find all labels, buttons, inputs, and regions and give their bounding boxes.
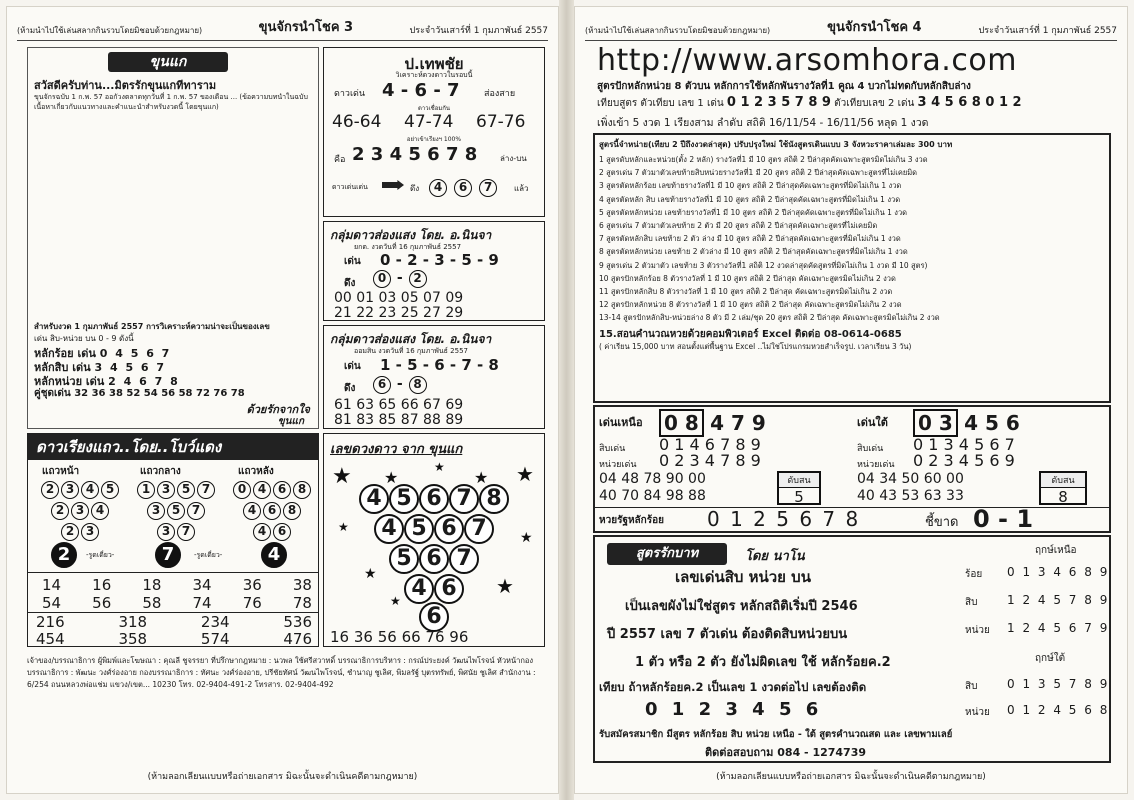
big-circle-digit: 6	[434, 574, 464, 604]
boxed-digits: 0 8	[659, 409, 704, 437]
ninja-title: กลุ่มดาวส่องแสง โดย. อ.นินจา	[330, 228, 492, 242]
formula-list	[599, 153, 940, 325]
analysis-sub: เด่น สิบ-หน่วย บน 0 - 9 ดังนี้	[34, 334, 134, 343]
row-nums: 0 4 5 6 7	[99, 347, 172, 360]
circle-digit: 8	[409, 376, 427, 394]
big-circle-middle	[154, 542, 182, 568]
circle-digit: 8	[283, 502, 301, 520]
row-digits: 2 3 4 5 6 7 8	[352, 144, 478, 165]
ninja-sub: ยกต. งวดวันที่ 16 กุมภาพันธ์ 2557	[354, 243, 462, 251]
ninja-box-2	[323, 325, 545, 429]
lekdao-title: เลขดวงดาว จาก ขุนแก	[330, 442, 463, 457]
list-item: 6 สูตรเด่น 7 ตัวมาตัวเลขท้าย 2 ตัว มี 20 สูตร สถิติ 2 ปีล่าสุดคัดเฉพาะสูตรที่ไม่เคยมิด	[599, 221, 878, 231]
north-cut-box	[777, 471, 821, 505]
circle-digit: 8	[293, 481, 311, 499]
big-circle-digit: 6	[419, 544, 449, 574]
rakbat-line-3: ปี 2557 เลข 7 ตัวเด่น ต้องติดสิบหน่วยบน	[607, 627, 848, 642]
list-item: 13-14 สูตรปักหลักสิบ-หน่วยล่าง 8 ตัว มี 2 เล่ม/ชุด 20 สูตร สถิติ 2 ปีล่าสุด คัดเฉพาะสูตรมิดไม่เกิน 2 งวด	[599, 313, 940, 323]
circle-digit: 0	[373, 270, 391, 288]
formula-rakbat-box	[593, 535, 1111, 763]
right-footer: (ห้ามลอกเลียนแบบหรือถ่ายเอกสาร มิฉะนั้นจะดำเนินคดีตามกฎหมาย)	[716, 772, 986, 782]
formula-line-1: สูตรปักหลักหน่วย 8 ตัวบน หลักการใช้หลักพันรางวัลที่1 คูณ 4 บวกไม่ทดกับหลักสิบล่าง	[597, 81, 971, 92]
ninja-box-1	[323, 221, 545, 321]
head-middle: แถวกลาง	[140, 466, 181, 477]
star-icon: ★	[496, 574, 514, 598]
excel-sub: ( ค่าเรียน 15,000 บาท สอนตั้งแต่พื้นฐาน Excel ..ไม่ใช่โปรแกรมหวยสำเร็จรูป. เวลาเรียน 3 วัน)	[599, 342, 912, 351]
rakbat-line-2: เป็นเลขผังไม่ใช่สูตร หลักสถิติเริ่มปี 2546	[625, 599, 858, 614]
pair-value: 58	[142, 594, 162, 612]
pairs-row	[34, 386, 245, 401]
line-label: เทียบสูตร ตัวเทียบ เลข 1 เด่น	[597, 98, 724, 109]
big-circle-front	[50, 542, 78, 568]
pair-value: 14	[42, 576, 62, 594]
circle-digit: 3	[81, 523, 99, 541]
list-item: 5 สูตรตัดหลักหน่วย เลขท้ายรางวัลที่1 มี 10 สูตร สถิติ 2 ปีล่าสุดคัดเฉพาะสูตรที่มิดไม่เกิน 1 งวด	[599, 207, 908, 217]
row-prefix: เด่น	[77, 347, 96, 360]
rakbat-logo: สูตรรักบาท	[607, 543, 727, 565]
circle-digit: 7	[187, 502, 205, 520]
list-item: 7 สูตรตัดหลักสิบ เลขท้าย 2 ตัว ล่าง มี 10 สูตร สถิติ 2 ปีล่าสุดคัดเฉพาะสูตรที่มิดไม่เกิน 1 งวด	[599, 234, 901, 244]
circle-digit: 4	[81, 481, 99, 499]
circle-digit: 7	[177, 523, 195, 541]
circle-digit: 3	[147, 502, 165, 520]
lead-digits: 4 5 6	[964, 411, 1020, 435]
left-header-note: (ห้ามนำไปใช้เล่นสลากกินรวบโดยมิชอบด้วยกฎหมาย)	[17, 26, 203, 35]
lead-label: ดาวเด่น	[334, 89, 366, 99]
circle-digit: 0	[233, 481, 251, 499]
north-lead	[659, 409, 766, 437]
south-label: เด่นใต้	[857, 416, 888, 429]
pair-2: 47-74	[404, 112, 454, 132]
lead-label: เด่น	[344, 361, 361, 372]
star-icon: ★	[384, 468, 399, 487]
pointing-hand-icon	[382, 180, 404, 190]
list-item: 2 สูตรเด่น 7 ตัวมาตัวเลขท้ายสิบหน่วยรางวัลที่1 มี 20 สูตร สถิติ 2 ปีล่าสุดคัดเฉพาะสูตรที่ไม่เคยมิด	[599, 168, 918, 178]
row-label: หลักหน่วย	[34, 375, 83, 388]
list-item: 1 สูตรดับหลักและหน่วย(ตั้ง 2 หลัก) รางวัลที่1 มี 10 สูตร สถิติ 2 ปีล่าสุดคัดเฉพาะสูตรมิดไม่เกิน 3 งวด	[599, 155, 928, 164]
circle-digit: 4	[429, 179, 447, 197]
lucky-label: หน่วย	[965, 707, 990, 718]
north-lucky-head: ฤกษ์เหนือ	[1035, 545, 1077, 556]
pairs-values: 32 36 38 52 54 56 58 72 76 78	[74, 388, 245, 399]
triple-value: 574	[200, 630, 230, 647]
rakbat-line-6: 0 1 2 3 4 5 6	[645, 699, 823, 720]
back-pyramid	[224, 478, 319, 541]
circle-digit: 7	[155, 542, 181, 568]
pair-value: 78	[292, 594, 312, 612]
right-header-title: ขุนจักรนำโชค 4	[827, 20, 922, 35]
row-prefix: เด่น	[72, 361, 91, 374]
list-item: 10 สูตรปักหลักร้อย 8 ตัวรางวัลที่ 1 มี 10 สูตร สถิติ 2 ปีล่าสุด คัดเฉพาะสูตรมิดไม่เกิน 2 งวด	[599, 273, 896, 283]
circle-digit: 4	[261, 542, 287, 568]
big-circle-digit: 7	[449, 544, 479, 574]
units-digits: 0 2 3 4 5 6 9	[913, 451, 1015, 470]
ninja-title: กลุ่มดาวส่องแสง โดย. อ.นินจา	[330, 332, 492, 346]
tri-row-4	[324, 574, 544, 604]
star-icon: ★	[338, 520, 349, 534]
tens-label: สิบเด่น	[857, 444, 884, 454]
pull-digits: 0 - 2	[372, 270, 428, 288]
intro-column	[27, 47, 319, 429]
list-item: 8 สูตรตัดหลักหน่วย เลขท้าย 2 ตัวล่าง มี 10 สูตร สถิติ 2 ปีล่าสุดคัดเฉพาะสูตรที่มิดไม่เกิน 1 งวด	[599, 247, 908, 257]
tens-label: สิบเด่น	[599, 444, 626, 454]
lucky-label: สิบ	[965, 597, 978, 608]
circle-digit: 4	[243, 502, 261, 520]
star-icon: ★	[516, 462, 534, 486]
south-cut-box	[1039, 471, 1087, 505]
triple-value: 358	[118, 630, 148, 647]
circle-digit: 6	[273, 523, 291, 541]
right-header-note: (ห้ามนำไปใช้เล่นสลากกินรวบโดยมิชอบด้วยกฎหมาย)	[585, 26, 771, 35]
formula-line-2	[597, 95, 1022, 111]
digits-row-2: 81 83 85 87 88 89	[334, 412, 464, 428]
lead-label: เด่น	[344, 256, 361, 267]
north-row-1: 04 48 78 90 00	[599, 471, 706, 487]
south-row-1: 04 34 50 60 00	[857, 471, 964, 487]
binding-gutter	[559, 0, 574, 800]
south-lucky-head: ฤกษ์ใต้	[1035, 653, 1066, 664]
big-circle-digit: 6	[419, 484, 449, 514]
big-circle-digit: 4	[359, 484, 389, 514]
lucky-label: ร้อย	[965, 569, 983, 580]
front-pyramid	[32, 478, 128, 541]
pthepchai-name: ป.เทพชัย	[404, 55, 464, 73]
website-url: http://www.arsomhora.com	[597, 43, 1017, 78]
rakbat-line-7: รับสมัครสมาชิก มีสูตร หลักร้อย สิบ หน่วย เหนือ - ใต้ สูตรคำนวณสด และ เลขพามเลย์	[599, 729, 953, 740]
row-nums: 3 4 5 6 7	[94, 361, 167, 374]
lucky-label: สิบ	[965, 681, 978, 692]
last-mid: ดึง	[410, 184, 420, 193]
row-tail: ล่าง-บน	[500, 154, 527, 163]
line-digits: 0 1 2 3 5 7 8 9	[726, 95, 831, 110]
cut-label: ดับสน	[779, 473, 819, 488]
digits-row-1: 00 01 03 05 07 09	[334, 290, 464, 306]
right-header-date: ประจำวันเสาร์ที่ 1 กุมภาพันธ์ 2557	[978, 26, 1117, 36]
big-circle-digit: 5	[389, 544, 419, 574]
triple-value: 234	[200, 613, 230, 631]
circle-digit: 4	[91, 502, 109, 520]
circle-digit: 5	[177, 481, 195, 499]
list-item: 3 สูตรตัดหลักร้อย เลขท้ายรางวัลที่1 มี 10 สูตร สถิติ 2 ปีล่าสุดคัดเฉพาะสูตรที่มิดไม่เกิน 1 งวด	[599, 181, 902, 191]
lead-tail: ส่องสาย	[484, 89, 516, 99]
pair-value: 16	[92, 576, 112, 594]
credits: เจ้าของ/บรรณาธิการ ผู้พิมพ์และโฆษณา : คุณลี ชูจรรยา ที่ปรึกษากฎหมาย : นวพล ใช้ศรีสวาทดิ์ บรรณาธิการบริหาร : กรณ์ประยงค์ วัฒนไพโรจน์ หัวหน้ากองบรรณาธิการ : พัฒนะ วงศ์ร่องอาย กองบรรณาธิการ : ทัศนะ วงศ์ร่องอาย, ปรีชัยทัศน์ วัฒนไพโรจน์, ชำนาญ ชูเลิศ, พิมลรัฐ์ บุตรทรัพย์, พิศนัย ชูเลิศ สำนักงาน : 6/254 ถนนหลวงพ่อแช่ม แขวง/เขต... 10230 โทร. 02-9404-491-2 โทรสาร. 02-9404-492	[27, 656, 536, 689]
star-icon: ★	[434, 460, 445, 474]
circle-digit: 3	[157, 523, 175, 541]
formula-line-3: เพิ่งเข้า 5 งวด 1 เรียงสาม ลำดับ สถิติ 16/11/54 - 16/11/56 หลุด 1 งวด	[597, 117, 929, 129]
pair-3: 67-76	[476, 112, 526, 132]
big-circle-digit: 4	[404, 574, 434, 604]
lucky-digits: 1 2 4 5 7 8 9	[1007, 593, 1110, 607]
greeting: สวัสดีครับท่าน...มิตรรักขุนแกทีทาราม	[34, 79, 217, 92]
lead-digits: 0 - 2 - 3 - 5 - 9	[380, 251, 499, 269]
khunkae-logo: ขุนแก	[108, 52, 228, 72]
lekdao-box	[323, 433, 545, 647]
line-label: ตัวเทียบเลข 2 เด่น	[834, 98, 915, 109]
head-back: แถวหลัง	[238, 466, 274, 477]
left-header-title: ขุนจักรนำโชค 3	[258, 20, 354, 35]
pull-label: ดึง	[344, 278, 356, 289]
north-label: เด่นเหนือ	[599, 416, 643, 429]
big-circle-digit: 7	[464, 514, 494, 544]
big-circle-digit: 8	[479, 484, 509, 514]
lucky-digits: 0 1 2 4 5 6 8	[1007, 703, 1110, 717]
pairs-row-a	[42, 576, 312, 594]
big-circle-digit: 5	[404, 514, 434, 544]
star-icon: ★	[332, 464, 352, 489]
note: ดาวเชื่อมกัน	[417, 105, 451, 112]
pair-value: 54	[42, 594, 62, 612]
list-item: 11 สูตรปักหลักสิบ 8 ตัวรางวัลที่ 1 มี 10 สูตร สถิติ 2 ปีล่าสุด คัดเฉพาะสูตรมิดไม่เกิน 2 งวด	[599, 287, 893, 297]
pthepchai-box	[323, 47, 545, 217]
cut-digit: 8	[1058, 488, 1068, 506]
tri-row-2	[324, 514, 544, 544]
triple-value: 216	[36, 613, 65, 631]
lucky-digits: 1 2 4 5 6 7 9	[1007, 621, 1110, 635]
circle-digit: 3	[61, 481, 79, 499]
triple-value: 318	[118, 613, 148, 631]
north-south-box	[593, 405, 1111, 533]
star-icon: ★	[474, 468, 489, 487]
rakbat-by: โดย นาโน	[745, 549, 805, 564]
circle-digit: 2	[61, 523, 79, 541]
pair-value: 36	[242, 576, 262, 594]
triple-value: 476	[283, 630, 312, 647]
lead-digits: 4 - 6 - 7	[382, 80, 460, 101]
circle-digit: 7	[197, 481, 215, 499]
circle-digit: 2	[51, 502, 69, 520]
left-footer: (ห้ามลอกเลียนแบบหรือถ่ายเอกสาร มิฉะนั้นจะดำเนินคดีตามกฎหมาย)	[147, 772, 418, 782]
cut-label: ดับสน	[1041, 473, 1085, 488]
boxed-digits: 0 3	[913, 409, 958, 437]
analysis-title: สำหรับงวด 1 กุมภาพันธ์ 2557 การวิเคราะห์ความน่าจะเป็นของเลข	[34, 322, 270, 331]
list-item: 4 สูตรตัดหลัก สิบ เลขท้ายรางวัลที่1 มี 10 สูตร สถิติ 2 ปีล่าสุดคัดเฉพาะสูตรที่มิดไม่เกิน 1 งวด	[599, 194, 901, 204]
circle-digit: 6	[273, 481, 291, 499]
tens-digits: 0 1 4 6 7 8 9	[659, 435, 761, 454]
daw-riang-taew-box	[27, 433, 319, 647]
circle-digit: 4	[253, 523, 271, 541]
intro-body: ขุนจักรฉบับ 1 ก.พ. 57 ออกัวงตลาดทุกวันที่ 1 ก.พ. 57 ของเดือน ... (ข้อความบทนำในฉบับ เนื้อหาเกี่ยวกับแนวทางและคำแนะนำสำหรับงวดนี้ โดยขุนแก)	[34, 93, 308, 111]
triples-row-d	[36, 630, 312, 647]
pair-value: 56	[92, 594, 112, 612]
row-label: คือ	[334, 155, 346, 165]
big-circle-back	[260, 542, 288, 568]
list-item: 12 สูตรปักหลักหน่วย 8 ตัวรางวัลที่ 1 มี 10 สูตร สถิติ 2 ปีล่าสุด คัดเฉพาะสูตรมิดไม่เกิน 2 งวด	[599, 300, 902, 310]
rooted-label: -รูดเดี่ยว-	[86, 551, 115, 559]
middle-pyramid	[128, 478, 224, 541]
circle-digit: 6	[263, 502, 281, 520]
last-label: ดาวเด่นเด่น	[332, 183, 368, 191]
formula-list-box	[593, 133, 1111, 403]
gov-tail: ชี้ขาด	[925, 515, 959, 530]
triples-row-c	[36, 613, 312, 631]
pair-value: 76	[242, 594, 262, 612]
left-header-date: ประจำวันเสาร์ที่ 1 กุมภาพันธ์ 2557	[409, 26, 548, 36]
row-label: หลักสิบ	[34, 361, 69, 374]
rooted-label-2: -รูดเดี่ยว-	[194, 551, 223, 559]
sign-line-1: ด้วยรักจากใจ	[246, 403, 310, 416]
lead-digits: 1 - 5 - 6 - 7 - 8	[380, 356, 499, 374]
tri-row-3	[324, 544, 544, 574]
big-circle-digit: 6	[419, 602, 449, 632]
units-digits: 0 2 3 4 7 8 9	[659, 451, 761, 470]
ninja-sub: ออมสิน งวดวันที่ 16 กุมภาพันธ์ 2557	[354, 347, 468, 355]
formula-header	[593, 79, 1111, 131]
pair-value: 74	[192, 594, 212, 612]
south-lead	[913, 409, 1020, 437]
big-circle-digit: 4	[374, 514, 404, 544]
tri-row-1	[324, 484, 544, 514]
star-icon: ★	[520, 530, 533, 546]
star-icon: ★	[364, 566, 377, 582]
circle-digit: 5	[101, 481, 119, 499]
lucky-digits: 0 1 3 5 7 8 9	[1007, 677, 1110, 691]
lekdao-bottom: 16 36 56 66 76 96	[330, 628, 469, 646]
pull-label: ดึง	[344, 383, 356, 394]
circle-digit: 5	[167, 502, 185, 520]
line-digits: 3 4 5 6 8 0 1 2	[917, 95, 1022, 110]
note-2: อย่าเข้าเรียงฯ 100%	[406, 136, 462, 143]
right-page	[574, 6, 1128, 794]
pthepchai-sub: วิเคราะห์ดวงดาวในรอบนี้	[395, 71, 473, 79]
triple-value: 536	[283, 613, 312, 631]
pairs-row-b	[42, 594, 312, 612]
circle-digit: 7	[479, 179, 497, 197]
rakbat-line-8: ติดต่อสอบถาม 084 - 1274739	[705, 746, 867, 759]
row-nums: 2 4 6 7 8	[108, 375, 180, 388]
gov-digits: 0 1 2 5 6 7 8	[707, 507, 861, 531]
digits-row-2: 21 22 23 25 27 29	[334, 305, 464, 321]
south-row-2: 40 43 53 63 33	[857, 488, 964, 504]
pair-1: 46-64	[332, 112, 382, 132]
left-page	[6, 6, 559, 794]
units-label: หน่วยเด่น	[857, 460, 895, 470]
pair-value: 38	[292, 576, 312, 594]
circled-digits	[428, 176, 498, 197]
divider	[28, 572, 319, 573]
circle-digit: 6	[454, 179, 472, 197]
circle-digit: 2	[41, 481, 59, 499]
lucky-digits: 0 1 3 4 6 8 9	[1007, 565, 1110, 579]
big-circle-digit: 5	[389, 484, 419, 514]
triple-value: 454	[36, 630, 65, 647]
head-front: แถวหน้า	[42, 466, 80, 477]
last-tail: แล้ว	[514, 184, 529, 193]
right-running-header	[585, 15, 1117, 41]
rakbat-line-4: 1 ตัว หรือ 2 ตัว ยังไม่ผิดเลข ใช้ หลักร้อยค.2	[635, 655, 891, 670]
cut-digit: 5	[794, 488, 804, 506]
excel-line: 15.สอนคำนวณหวยด้วยคอมพิวเตอร์ Excel ติดต่อ 08-0614-0685	[599, 329, 902, 340]
gov-label: หวยรัฐหลักร้อย	[599, 515, 664, 526]
big-circle-digit: 6	[434, 514, 464, 544]
tens-digits: 0 1 3 4 5 6 7	[913, 435, 1015, 454]
circle-digit: 2	[51, 542, 77, 568]
big-circle-digit: 7	[449, 484, 479, 514]
pair-value: 18	[142, 576, 162, 594]
circle-digit: 6	[373, 376, 391, 394]
star-icon: ★	[390, 594, 401, 608]
list-head: สูตรนี้จำหน่าย(เทียบ 2 ปีถึงงวดล่าสุด) ปรับปรุงใหม่ ใช้นังสูตรเดินแบบ 3 จังหวะราคาเล่มละ 300 บาท	[599, 140, 953, 149]
daw-title: ดาวเรียงแถว..โดย..โบว์แดง	[28, 434, 319, 460]
units-label: หน่วยเด่น	[599, 460, 637, 470]
left-running-header	[17, 15, 548, 41]
lucky-label: หน่วย	[965, 625, 990, 636]
pair-value: 34	[192, 576, 212, 594]
rakbat-line-1: เลขเด่นสิบ หน่วย บน	[675, 568, 811, 586]
sign-line-2: ขุนแก	[277, 416, 304, 427]
rakbat-line-5: เทียบ ถ้าหลักร้อยค.2 เป็นเลข 1 งวดต่อไป เลขต้องติด	[599, 680, 867, 694]
circle-digit: 2	[409, 270, 427, 288]
circle-digit: 4	[253, 481, 271, 499]
row-label: หลักร้อย	[34, 347, 74, 360]
pull-digits: 6 - 8	[372, 376, 428, 394]
north-row-2: 40 70 84 98 88	[599, 488, 706, 504]
circle-digit: 3	[157, 481, 175, 499]
circle-digit: 3	[71, 502, 89, 520]
digits-row-1: 61 63 65 66 67 69	[334, 397, 464, 413]
pairs-label: คู่ชุดเด่น	[34, 388, 71, 399]
list-item: 9 สูตรเด่น 2 ตัวมาตัว เลขท้าย 3 ตัวรางวัลที่1 สถิติ 12 งวดล่าสุดคัดสูตรที่มิดไม่เกิน 1 งวด มี 10 สูตร)	[599, 260, 928, 270]
lead-digits: 4 7 9	[710, 411, 766, 435]
row-prefix: เด่น	[85, 375, 105, 388]
gov-final: 0 - 1	[973, 505, 1034, 533]
circle-digit: 1	[137, 481, 155, 499]
